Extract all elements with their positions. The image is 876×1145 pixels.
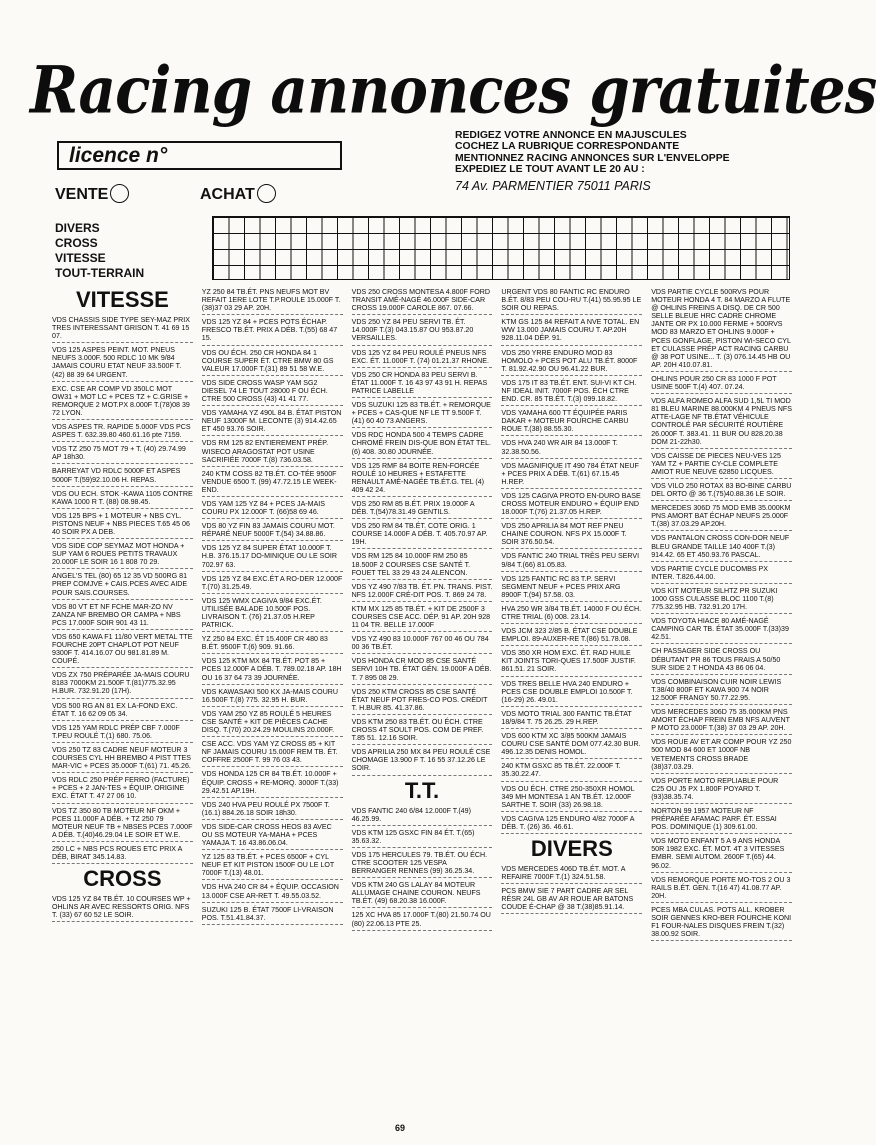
classified-ad: PCES MBA CULAS. POTS ALL. KROBER SOIR GENNES KRO-BER FOURCHE KONI F1 FOUR-NALES DISQUES FREIN T.(32) 38.00.92 SOIR.	[651, 906, 792, 941]
classified-ad: VDS CAGIVA 125 ENDURO 4/82 7000F A DÉB. T. (26) 36. 46.61.	[501, 815, 642, 834]
classified-ad: VDS 250 RM 85 B.ÉT. PRIX 19.000F A DÉB. T.(54)78.31.49 GENTILS.	[352, 500, 493, 519]
instructions	[455, 130, 800, 194]
classified-ad: VDS 125 ASPES PEINT. MOT. PNEUS NEUFS 3.000F. 500 RDLC 10 MK 9/84 JAMAIS COURU ETAT NEUF 33.500F T. (42) 88 39 64 URGENT.	[52, 346, 193, 381]
classified-ad: VDS 250 YRRE ENDURO MOD 83 HOMOLO + PCES POT ALU TB.ÉT. 8000F T. 81.92.42.90 OU 96.41.22 BUR.	[501, 349, 642, 376]
classified-ad: VDS OU ÉCH. CTRE 250-350XR HOMOL 349 MH MONTESA 1 AN TB.ÉT. 12.000F SARTHE T. SOIR (33) 26.98.18.	[501, 785, 642, 812]
classified-ad: VDS 125 FANTIC RC 83 T.P. SERVI SEGMENT NEUF + PCES PRIX ARG 8900F T.(94) 57.58. 03.	[501, 575, 642, 602]
classified-ad: VDS 125 BPS + 1 MOTEUR + NBS CYL. PISTONS NEUF + NBS PIECES T.65 45 06 40 SOIR PX A DEB.	[52, 512, 193, 539]
classified-ad: VDS MAGNIFIQUE IT 490 784 ÉTAT NEUF + PCES PRIX A DÉB. T.(61) 67.15.45 H.REP.	[501, 462, 642, 489]
classified-ad: VDS MOTO TRIAL 300 FANTIC TB.ÉTAT 18/9/84 T. 75 26.25. 29 H.REP.	[501, 710, 642, 729]
classified-ad: VDS 125 YZ 84 PEU ROULÉ PNEUS NFS EXC. ÉT. 11.000F T. (74) 01.21.37 RHONE.	[352, 349, 493, 368]
classified-ad: VDS 125 YAM RDLC PRÉP CBF 7.000F T.PEU ROULÉ T.(1) 680. 75.06.	[52, 724, 193, 743]
classified-ad: VDS JCM 323 2/85 B. ÉTAT CSE DOUBLE EMPLOI. 89-AUXER-RE T.(86) 51.78.08.	[501, 627, 642, 646]
section-heading: DIVERS	[530, 835, 613, 861]
classified-ad: 125 XC HVA 85 17.000F T.(80) 21.50.74 OU (80) 22.06.13 PTE 25.	[352, 911, 493, 930]
classified-ad: VDS TZ 350 80 TB MOTEUR NF OKM + PCES 11.000F A DÉB. + TZ 250 79 MOTEUR NEUF TB + NBSES PCES 7.000F A DÉB. T.(40)46.29.04 LE SOIR ET W.E.	[52, 807, 193, 842]
page-title: Racing annonces gratuites	[30, 52, 876, 129]
classified-ad: VDS MOTO ENFANT 5 A 9 ANS HONDA 50R 1982 EXC. ÉT. MOT. 4T 3 VITESSES EMBR. SEMI AUTOM. 2600F T.(65) 44. 96.02.	[651, 837, 792, 872]
vente-radio[interactable]	[110, 184, 129, 203]
classified-ad: VDS ROUE AV ET AR COMP POUR YZ 250 500 MOD 84 600 ET 1000F NB VETEMENTS CROSS BRADE (38)37.03.29.	[651, 738, 792, 773]
ads-column	[202, 288, 343, 1114]
classified-ad: ANGEL'S TEL (80) 65 12 35 VD 500RG 81 PREP COMJVE + CAIS.PCES AVEC AIDE POUR SAIS.COURSES.	[52, 572, 193, 599]
classified-ad: VDS 125 WMX CAGIVA 9/84 EXC.ÉT. UTILISÉE BALADE 10.500F POS. LIVRAISON T. (76) 21.37.05 H.REP PATRICK.	[202, 597, 343, 632]
classified-ad: VDS YAMAHA 600 TT ÉQUIPÉE PARIS DAKAR + MOTEUR FOURCHE CARBU ROUE T.(38) 88.55.30.	[501, 409, 642, 436]
classified-ad: VDS CAISSE DE PIECES NEU-VES 125 YAM TZ + PARTIE CY-CLE COMPLETE AMIOT RUE NEUVE 62850 LICQUES.	[651, 452, 792, 479]
classified-ad: VDS ZX 750 PRÉPARÉE JA-MAIS COURU 8183 7000KM 21.500F T.(81)775.32.95 H.BUR. 732.91.20 (17H).	[52, 671, 193, 698]
classified-ad: VDS RDLC 250 PRÉP FERRO (FACTURE) + PCES + 2 JAN-TES + ÉQUIP. ORIGINE EXC. ÉTAT T. 47 27 06 10.	[52, 776, 193, 803]
classified-ad: VDS 125 RMF 84 BOITE REN-FORCÉE ROULÉ 10 HEURES + ESTAFETTE RENAULT AMÉ-NAGÉE TB.ÉT.G. TEL (4) 409 42 24.	[352, 462, 493, 497]
classified-ad: BARREYAT VD RDLC 5000F ET ASPES 5000F T.(59)92.10.06 H. REPAS.	[52, 467, 193, 486]
classified-ad: VDS SIDE-CAR CROSS HEOS 83 AVEC OU SS MOTEUR YA-MAHA + PCES YAMAJA T. 16 43.86.06.04.	[202, 823, 343, 850]
classified-ad: VDS YZ 490 83 10.000F 767 00 46 OU 784 00 36 TB.ÉT.	[352, 635, 493, 654]
classified-ad: VDS 650 KAWA F1 11/80 VERT METAL TTE FOURCHE 20PT CHAPLOT POT NEUF 9300F T. 414.16.07 OU 981.81.89 M. COUPÉ.	[52, 633, 193, 668]
ads-column	[501, 288, 642, 1114]
classified-ad: VDS 125 YZ 84 SUPER ÉTAT 10.000F T. H.B. 376.15.17 DO-MINIQUE OU LE SOIR 702.97 63.	[202, 544, 343, 571]
classified-ad: PCS BMW SIE 7 PART CADRE AR SEL RÉSR 24L GB AV AR ROUE AR BATONS COUDE É-CHAP @ 38 T.(38)85.91.14.	[501, 887, 642, 914]
classified-ad: EXC. CSE AR COMP VD 350LC MOT OW31 + MOT LC + PCES TZ + C.GRISE + REMORQUE 2 MOT.PX 8.000F T.(78)08 39 72 LYON.	[52, 385, 193, 420]
classified-ad: VDS PARTIE CYCLE 500RVS POUR MOTEUR HONDA 4 T. 84 MARZO A FLUTE @ OHLINS FREINS A DISQ. DE CR 500 SELLE BLEUE HRC CADRE CHROME JANTE OR PX 10.000 FERME + 500RVS MOD 83 MARZO ET OHLINS 9.000F + PCES GONFLAGE, PISTON WI-SECO CYL ET CULASSE PRÉP ACT RACING CARBU @ 38 POT USINE... T. (3) 076.14.45 HB OU AP. 20H 410.07.81.	[651, 288, 792, 372]
classified-ad: VDS YZ 490 7/83 TB. ÉT. PN. TRANS. PIST. NFS 12.000F CRÉ-DIT POS. T. 869 24 78.	[352, 583, 493, 602]
achat-radio[interactable]	[257, 184, 276, 203]
classified-ad: YZ 125 83 TB.ÉT. + PCES 6500F + CYL NEUF ET KIT PISTON 1500F OU LE LOT 7000F T.(13) 48.01.	[202, 853, 343, 880]
classified-ad: VDS RM 125 82 ENTIEREMENT PRÉP. WISECO ARAGOSTAT POT USINE SACRIFIÉE 7000F T.(8) 736.03.58.	[202, 439, 343, 466]
category-divers[interactable]: DIVERS	[55, 221, 100, 235]
classified-ad: NORTON 99 1957 MOTEUR NF PRÉPARÉE AFAMAC PARF. ÉT. ESSAI POS. DOMINIQUE (1) 309.61.00.	[651, 807, 792, 834]
category-list	[55, 221, 144, 281]
classified-ad: URGENT VDS 80 FANTIC RC ENDURO B.ÉT. 8/83 PEU COU-RU T.(41) 55.95.95 LE SOIR OU REPAS.	[501, 288, 642, 315]
classified-ad: VDS MERCEDES 306D 75 35.000KM PNS AMORT ÉCHAP FREIN EMB NFS AUVENT P MOTO 23.000F T.(38) 37 03 29 AP. 20H.	[651, 708, 792, 735]
classified-ad: VDS 125 CAGIVA PROTO EN-DURO BASE CROSS MOTEUR ENDURO + ÉQUIP END 18.000F T.(76) 21.37.05 H.REP.	[501, 492, 642, 519]
instruction-line: REDIGEZ VOTRE ANNONCE EN MAJUSCULES	[455, 130, 687, 141]
achat-option[interactable]	[200, 184, 276, 205]
classified-ad: VDS SIDE CROSS WASP YAM SG2 DIESEL 74 LE TOUT 28000 F OU ÉCH. CTRE 500 CROSS (43) 41 41 77.	[202, 379, 343, 406]
achat-label: ACHAT	[200, 186, 255, 203]
classified-ad: VDS 500 RG AN 81 EX LA-FOND EXC. ÉTAT T. 16 62 09 05 34.	[52, 702, 193, 721]
ads-column	[52, 288, 193, 1114]
classified-ad: VDS PARTIE CYCLE DUCOMBS PX INTER. T.826.44.00.	[651, 565, 792, 584]
instruction-line: MENTIONNEZ RACING ANNONCES SUR L'ENVELOPPE	[455, 152, 730, 164]
mailing-address: 74 Av. PARMENTIER 75011 PARIS	[455, 178, 651, 193]
classified-ad: VDS OU ECH. STOK -KAWA 1105 CONTRE KAWA 1000 R T. (88) 08.98.45.	[52, 490, 193, 509]
classified-ad: VDS TZ 250 75 MOT 79 + T. (40) 29.74.99 AP 18h30.	[52, 445, 193, 464]
category-tout-terrain[interactable]: TOUT-TERRAIN	[55, 266, 145, 280]
classified-ad: VDS HONDA 125 CR 84 TB.ÉT. 10.000F + ÉQUIP. CROSS + RE-MORQ. 3000F T.(33) 29.42.51 AP.19H.	[202, 770, 343, 797]
classified-ad: VDS OU ÉCH. 250 CR HONDA 84 1 COURSE SUPER ÉT. CTRE BMW 80 GS VALEUR 17.000F T.(31) 89 51 58 W.E.	[202, 349, 343, 376]
classified-ad: VDS KIT MOTEUR SILHTZ PR SUZUKI 1000 GSS CULASSE BLOC 1100 T.(8) 775.32.95 HB. 732.91.20 17H.	[651, 587, 792, 614]
classified-ad: VDS 250 APRILIA 84 MOT REF PNEU CHAINE COURON. NFS PX 15.000F T. SOIR 376.50.54.	[501, 522, 642, 549]
classified-ad: VDS VILO 250 ROTAX 83 BO-BINE CARBU DEL ORTO @ 36 T.(75)40.88.36 LE SOIR.	[651, 482, 792, 501]
classified-ad: VDS REMORQUE PORTE MO-TOS 2 OU 3 RAILS B.ÉT. GEN. T.(16 47) 41.08.77 AP. 20H.	[651, 876, 792, 903]
classified-ad: VDS 350 XR HOM EXC. ÉT. RAD HUILE KIT JOINTS TORI-QUES 17.500F JUSTIF. 861.51. 21 SOIR.	[501, 649, 642, 676]
section-heading: VITESSE	[75, 287, 169, 312]
classified-ad: VDS 175 HERCULES 79. TB.ÉT. OU ÉCH. CTRE SCOOTER 125 VESPA BERRANGER RENNES (99) 36.25.34.	[352, 851, 493, 878]
classified-ad: CSE ACC. VDS YAM YZ CROSS 85 + KIT NF JAMAIS COURU 15.000F REM TB. ÉT. COFFRE 2500F T. 99 76 03 43.	[202, 740, 343, 767]
instruction-line: COCHEZ LA RUBRIQUE CORRESPONDANTE	[455, 141, 680, 153]
ad-entry-grid[interactable]	[212, 216, 790, 280]
classified-ad: 240 KTM COSS 82 TB.ÉT. CO-TÉE 9500F VENDUE 6500 T. (99) 47.72.15 LE WEEK-END.	[202, 470, 343, 497]
classified-ad: SUZUKI 125 B. ÉTAT 7500F LI-VRAISON POS. T.51.41.84.37.	[202, 906, 343, 925]
category-vitesse[interactable]: VITESSE	[55, 251, 106, 265]
classified-ad: VDS 125 YZ 84 + PCES POTS ÉCHAP. FRESCO TB.ÉT. PRIX A DÉB. T.(55) 68 47 15.	[202, 318, 343, 345]
classified-ad: VDS 250 CROSS MONTESA 4.800F FORD TRANSIT AMÉ-NAGÉ 46.000F SIDE-CAR CROSS 19.000F CAROLE 867. 07.66.	[352, 288, 493, 315]
classified-ad: VDS YAM 250 YZ 85 ROULÉ 5 HEURES CSE SANTÉ + KIT DE PIÈCES CACHE DISQ. T.(70) 20.24.29 MOULINS 20.000F.	[202, 710, 343, 737]
classified-ad: VDS 125 YZ 84 TB.ÉT. 10 COURSES WP + OHLINS AR AVEC RESSORTS ORIG. NFS T. (33) 67 60 52 LE SOIR.	[52, 895, 193, 922]
classified-ad: VDS ASPES TR. RAPIDE 5.000F VDS PCS ASPES T. 632.39.80 460.61.16 pte 7159.	[52, 423, 193, 442]
classified-ad: KTM MX 125 85 TB.ÉT. + KIT DE 2500F 3 COURSES CSE ACC. DÉP. 91 AP. 20H 928 11 04 TR. BELLE 17.000F	[352, 605, 493, 632]
classified-ad: CH PASSAGER SIDE CROSS OU DÉBUTANT PR 86 TOUS FRAIS A 50/50 SUR SIDE 2 T HONDA 43 86 06 04.	[651, 647, 792, 674]
classified-ad: VDS 175 IT 83 TB.ÉT. ENT. SUI-VI KT CH. NF IDEAL INIT. 7000F POS. ÉCH CTRE END. CR. 85 TB.ÉT. T.(3) 099.18.82.	[501, 379, 642, 406]
classified-ad: VDS PORTE MOTO REPLIABLE POUR C25 OU J5 PX 1.800F POYARD T.(93)38.35.74.	[651, 777, 792, 804]
classified-ad: KTM GS 125 84 REFAIT A NVE TOTAL. EN WW 13.000 JAMAIS COURU T. AP.20H 928.11.04 DÉP. 91.	[501, 318, 642, 345]
instruction-line: EXPEDIEZ LE TOUT AVANT LE 20 AU :	[455, 164, 645, 176]
classified-ad: VDS YAMAHA YZ 490L 84 B. ÉTAT PISTON NEUF 13000F M. LECONTE (3) 914.42.65 ET 450 93.76 SOIR.	[202, 409, 343, 436]
classified-ad: VDS 250 KTM CROSS 85 CSE SANTÉ ÉTAT NEUF POT FRES-CO POS. CRÉDIT T. H.BUR 85. 41.37.86.	[352, 688, 493, 715]
section-heading: CROSS	[83, 866, 162, 892]
classified-ad: VDS FANTIC 240 TRIAL TRÈS PEU SERVI 9/84 T.(66) 81.05.83.	[501, 552, 642, 571]
page-number: 69	[395, 1123, 406, 1133]
classified-ad: 240 KTM GSXC 85 TB.ÉT. 22.000F T. 35.30.22.47.	[501, 762, 642, 781]
classified-ad: HVA 250 WR 3/84 TB.ÉT. 14000 F OU ÉCH. CTRE TRIAL (6) 008. 23.14.	[501, 605, 642, 624]
classified-ad: VDS 80 YZ FIN 83 JAMAIS COURU MOT. RÉPARÉ NEUF 5000F T.(54) 34.88.86.	[202, 522, 343, 541]
classified-ad: VDS TOYOTA HIACE 80 AMÉ-NAGÉ CAMPING CAR TB. ÉTAT 35.000F T.(33)39 42.51.	[651, 617, 792, 644]
classified-ad: YZ 250 84 TB.ÉT. PNS NEUFS MOT BV REFAIT 1ERE LOTE T.P.ROULE 15.000F T.(38)37 03 29 AP. 20H.	[202, 288, 343, 315]
classified-ad: VDS 250 RM 84 TB.ÉT. COTE ORIG. 1 COURSE 14.000F A DÉB. T. 405.70.97 AP. 19H.	[352, 522, 493, 549]
classified-ad: VDS KTM 250 83 TB.ÉT. OU ÉCH. CTRE CROSS 4T SOULT POS. COM DE PREF. T.85 51. 12.16 SOIR.	[352, 718, 493, 745]
classified-ad: OHLINS POUR 250 CR 83 1000 F POT USINE 500F T.(4) 407. 07.24.	[651, 375, 792, 394]
classified-ad: VDS KTM 240 GS LALAY 84 MOTEUR ALLUMAGE CHAINE COURON. NEUFS TB.ÉT. (49) 68.20.38 16.000F.	[352, 881, 493, 908]
classified-ad: YZ 250 84 EXC. ÉT 15.400F CR 480 83 B.ÉT. 9500F T.(6) 909. 91.66.	[202, 635, 343, 654]
licence-field[interactable]	[57, 141, 342, 170]
classified-ad: VDS FANTIC 240 6/84 12.000F T.(49) 46.25.99.	[352, 807, 493, 826]
classified-ad: VDS 125 KTM MX 84 TB.ÉT. POT 85 + PCES 12.000F A DÉB. T. 789.02.18 AP. 18H OU 16 37 64 73 39 JOURNÉE.	[202, 657, 343, 684]
classified-ad: VDS COMBINAISON CUIR NOIR LEWIS T.38/40 800F ET KAWA 900 74 NOIR 12.500F FRANGY 50.77.22.95.	[651, 678, 792, 705]
classified-ad: VDS PANTALON CROSS CON-DOR NEUF BLEU GRANDE TAILLE 140 400F T.(3) 914.42. 65 ET 450.93.76 PASCAL.	[651, 534, 792, 561]
ads-column	[352, 288, 493, 1114]
classified-ad: VDS 250 TZ 83 CADRE NEUF MOTEUR 3 COURSES CYL HH BREMBO 4 PIST TTES MAR-VIC + PCES 35.000F T.(61) 71. 45.26.	[52, 746, 193, 773]
classified-ad: VDS TRES BELLE HVA 240 ENDURO + PCES CSE DOUBLE EMPLOI 10.500F T.(16-29) 26. 49.01.	[501, 680, 642, 707]
classified-columns	[52, 288, 792, 1114]
classified-ad: VDS KAWASAKI 500 KX JA-MAIS COURU 16.500F T.(8) 775. 32.95 H. BUR.	[202, 688, 343, 707]
classified-ad: VDS HONDA CR MOD 85 CSE SANTÉ SERVI 10H TB. ÉTAT GÉN. 19.000F A DÉB. T. 7 895 08 29.	[352, 657, 493, 684]
ads-column	[651, 288, 792, 1114]
classified-ad: VDS SIDE COP SEYMAZ MOT HONDA + SUP YAM 6 ROUES PETITS TRAVAUX 20.000F LE SOIR 16 1 808 70 29.	[52, 542, 193, 569]
licence-label: licence n°	[69, 144, 168, 167]
classified-ad: VDS SUZUKI 125 83 TB.ÉT. + REMORQUE + PCES + CAS-QUE NF LE TT 9.500F T.(41) 60 40 73 ANGERS.	[352, 401, 493, 428]
classified-ad: VDS RDC HONDA 500 4 TEMPS CADRE CHROMÉ FREIN DIS-QUE BON ÉTAT TEL. (6) 408. 30.80 JOURNÉE.	[352, 431, 493, 458]
classified-ad: VDS RM 125 84 10.000F RM 250 85 18.500F 2 COURSES CSE SANTÉ T. FOUET TEL 33 29 43 24 ALENCON.	[352, 552, 493, 579]
vente-label: VENTE	[55, 186, 109, 203]
classified-ad: VDS 240 HVA PEU ROULÉ PX 7500F T.(16.1) 884.26.18 SOIR 18h30.	[202, 801, 343, 820]
classified-ad: VDS HVA 240 CR 84 + ÉQUIP. OCCASION 13.000F CSE AR-RET T. 49.55.03.52.	[202, 883, 343, 902]
classified-ad: 250 LC + NBS PCS ROUES ETC PRIX A DÉB, BIRAT 345.14.83.	[52, 845, 193, 864]
category-cross[interactable]: CROSS	[55, 236, 98, 250]
classified-ad: VDS APRILIA 250 MX 84 PEU ROULÉ CSE CHOMAGE 13.900 F T. 16 55 37.12.26 LE SOIR.	[352, 748, 493, 775]
classified-ad: VDS YAM 125 YZ 84 + PCES JA-MAIS COURU PX 12.000F T. (66)58 69 46.	[202, 500, 343, 519]
classified-ad: VDS KTM 125 GSXC FIN 84 ÉT. T.(65) 35.63.32.	[352, 829, 493, 848]
classified-ad: MERCEDES 306D 75 MOD EMB 35.000KM PNS AMORT BAT ÉCHAP NEUFS 25.000F T.(38) 37.03.29 AP.20H.	[651, 504, 792, 531]
classified-ad: VDS 600 KTM XC 3/85 500KM JAMAIS COURU CSE SANTÉ DOM 077.42.30 BUR. 496.12.35 DENIS HOMOL.	[501, 732, 642, 759]
classified-ad: VDS 250 YZ 84 PEU SERVI TB. ÉT. 14.000F T.(3) 043.15.87 OU 953.87.20 VERSAILLES.	[352, 318, 493, 345]
classified-ad: VDS ALFA ROMEO ALFA SUD 1,5L TI MOD 81 BLEU MARINE 88.000KM 4 PNEUS NFS ATTE-LAGE NF TB.ÉTAT VÉHICULE CONTROLÉ PAR SÉCURITÉ ROUTIÈRE 26.000F T. 383.41. 11 BUR OU 828.20.38 DOM 21-22h30.	[651, 397, 792, 449]
section-heading: T.T.	[404, 777, 440, 803]
vente-option[interactable]	[55, 184, 129, 205]
classified-ad: VDS 80 VT ET NF FCHE MAR-ZO NV ZANZA NF BREMBO OR CAMPA + NBS PCS 17.000F SOIR 901 43 11.	[52, 603, 193, 630]
classified-ad: VDS 250 CR HONDA 83 PEU SERVI B. ÉTAT 11.000F T. 16 43 97 43 91 H. REPAS PATRICE LABELLE	[352, 371, 493, 398]
classified-ad: VDS CHASSIS SIDE TYPE SEY-MAZ PRIX TRES INTERESSANT GRISON T. 41 69 15 07.	[52, 316, 193, 343]
classified-ad: VDS HVA 240 WR AIR 84 13.000F T. 32.38.50.56.	[501, 439, 642, 458]
classified-ad: VDS 125 YZ 84 EXC.ÉT A RO-DER 12.000F T.(70) 31.25.49.	[202, 575, 343, 594]
classified-ad: VDS MERCEDES 406D TB.ÉT. MOT. A REFAIRE 7000F T.(1) 324.51.58.	[501, 865, 642, 884]
